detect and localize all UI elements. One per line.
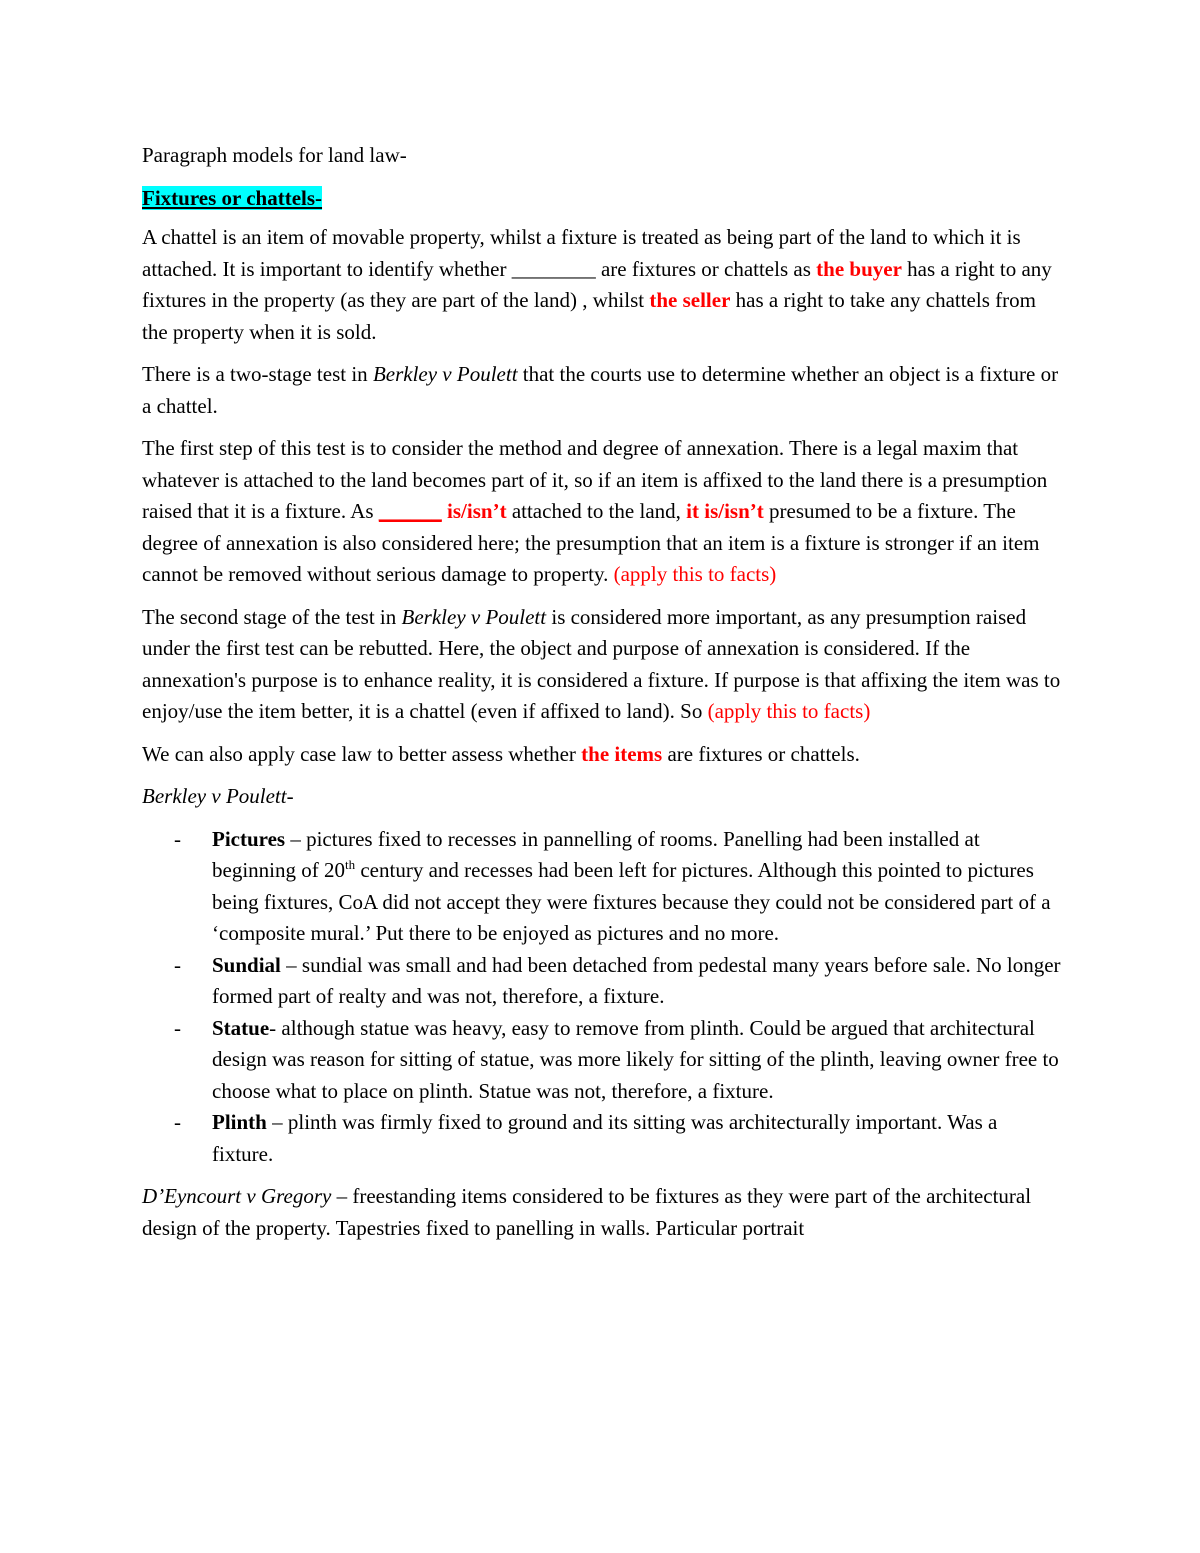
apply-note: (apply this to facts) — [707, 699, 871, 723]
list-item-term: Plinth — [212, 1110, 267, 1134]
case-heading: Berkley v Poulett- — [142, 784, 294, 808]
case-points-list — [142, 824, 1062, 1171]
case-name: Berkley v Poulett — [401, 604, 547, 629]
paragraph-first-step: The first step of this test is to consider the method and degree of annexation. There is a legal maxim that whatever is attached to the land becomes part of it, so if an item is affixed to the land there is a presumption raised that it is a fixture. As ______ is/isn’t attached to the land, it is/isn’t presumed to be a fixture. The degree of annexation is also considered here; the presumption that an item is a fixture is stronger if an item cannot be removed without serious damage to property. (apply this to facts) — [142, 436, 1048, 586]
list-item-term: Sundial — [212, 952, 281, 977]
case-name: D’Eyncourt v Gregory — [142, 1184, 332, 1208]
highlighted-heading: Fixtures or chattels- — [142, 185, 323, 210]
blank-placeholder: ______ — [378, 499, 442, 523]
document-title: Paragraph models for land law- — [142, 143, 407, 167]
list-item-term: Pictures — [212, 826, 286, 851]
list-item-term: Statue — [212, 1015, 270, 1040]
paragraph-case-law: We can also apply case law to better assess whether the items are fixtures or chattels. — [142, 741, 860, 766]
paragraph-deyncourt: D’Eyncourt v Gregory – freestanding items considered to be fixtures as they were part of the architectural design of the property. Tapestries fixed to panelling in walls. Particular portrait — [142, 1184, 1032, 1240]
is-isnt-highlight: is/isn’t — [441, 499, 507, 523]
section-heading — [142, 183, 1062, 215]
list-item: - Pictures – pictures fixed to recesses in pannelling of rooms. Panelling had been installed at beginning of 20th century and recesses had been left for pictures. Although this pointed to pictures being fixtures, CoA did not accept they were fixtures because they could not be considered part of a ‘composite mural.’ Put there to be enjoyed as pictures and no more. — [142, 824, 1062, 950]
apply-note: (apply this to facts) — [613, 562, 777, 586]
dash-bullet: - — [174, 1110, 181, 1134]
paragraph-two-stage-test: There is a two-stage test in Berkley v Poulett that the courts use to determine whether an object is a fixture or a chattel. — [142, 362, 1059, 418]
items-highlight: the items — [581, 741, 663, 766]
buyer-highlight: the buyer — [816, 256, 902, 281]
paragraph-definition: A chattel is an item of movable property, whilst a fixture is treated as being part of the land to which it is attached. It is important to identify whether ________ are fixtures or chattels as the buyer has a right to any fixtures in the property (as they are part of the land) , whilst the seller has a right to take any chattels from the property when it is sold. — [142, 225, 1052, 344]
list-item: - Statue- although statue was heavy, easy to remove from plinth. Could be argued that architectural design was reason for sitting of statue, was more likely for sitting of the plinth, leaving owner free to choose what to place on plinth. Statue was not, therefore, a fixture. — [142, 1013, 1062, 1108]
dash-bullet: - — [174, 952, 181, 977]
case-name: Berkley v Poulett — [372, 362, 518, 386]
list-item: - Sundial – sundial was small and had been detached from pedestal many years before sale. No longer formed part of realty and was not, therefore, a fixture. — [142, 950, 1062, 1013]
superscript: th — [344, 857, 356, 872]
dash-bullet: - — [174, 826, 181, 851]
paragraph-second-stage: The second stage of the test in Berkley v Poulett is considered more important, as any presumption raised under the first test can be rebutted. Here, the object and purpose of annexation is considered. If the annexation's purpose is to enhance reality, it is considered a fixture. If purpose is that affixing the item was to enjoy/use the item better, it is a chattel (even if affixed to land). So (apply this to facts) — [142, 604, 1061, 723]
list-item: - Plinth – plinth was firmly fixed to ground and its sitting was architecturally important. Was a fixture. — [142, 1107, 1062, 1170]
seller-highlight: the seller — [649, 288, 731, 312]
it-is-isnt-highlight: it is/isn’t — [686, 499, 764, 523]
dash-bullet: - — [174, 1015, 181, 1040]
document-body — [142, 140, 1062, 1255]
